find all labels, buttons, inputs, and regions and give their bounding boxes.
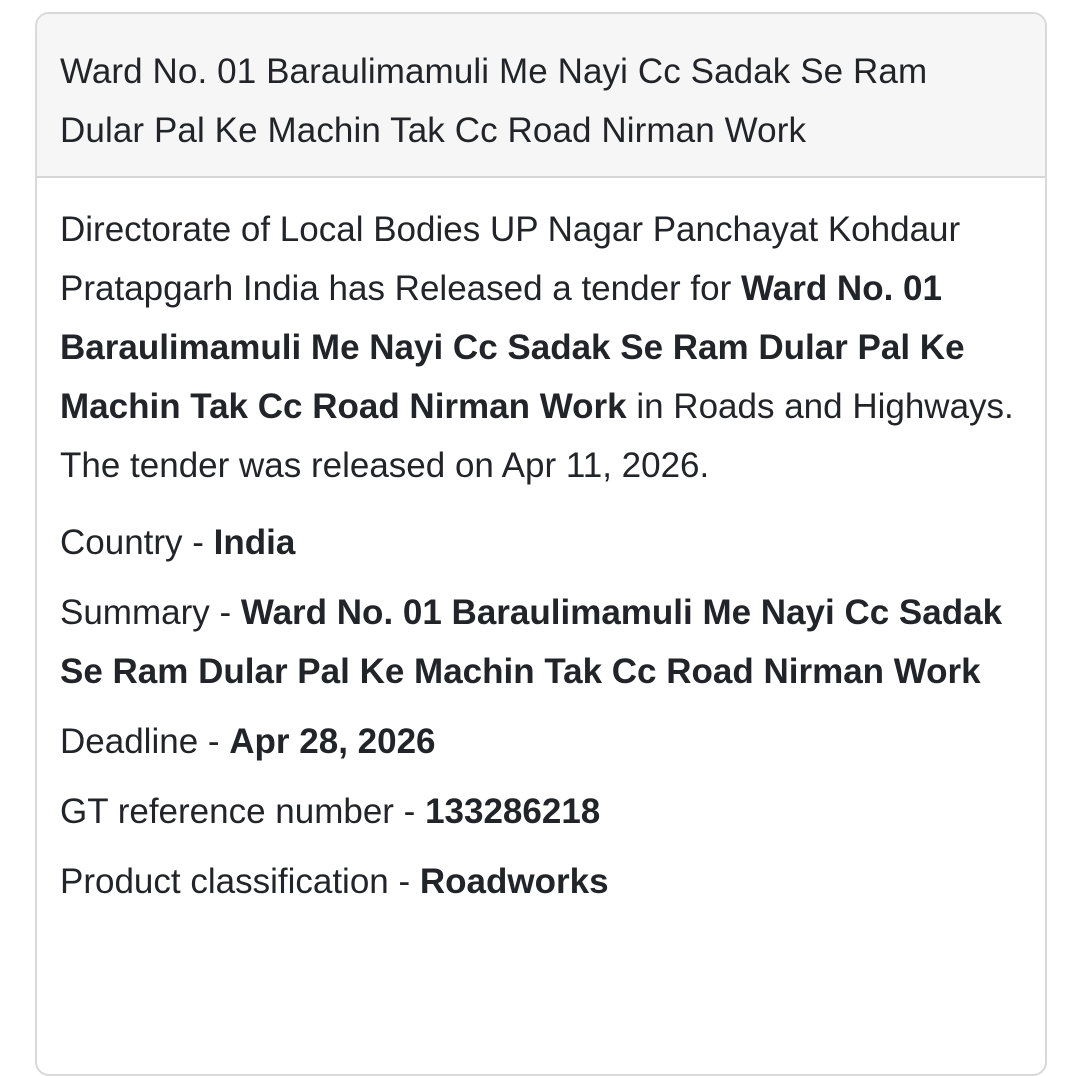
field-product-classification (60, 852, 1021, 911)
field-summary (60, 583, 1021, 701)
description-highlight: Ward No. 01 Baraulimamuli Me Nayi Cc Sadak Se Ram Dular Pal Ke Machin Tak Cc Road Nirman Work (60, 269, 965, 426)
tender-card (35, 12, 1047, 1076)
field-label: Product classification - (60, 862, 420, 901)
tender-description (60, 200, 1021, 495)
field-deadline (60, 712, 1021, 771)
field-label: Country - (60, 523, 214, 562)
field-value: 133286218 (425, 792, 601, 831)
field-label: Deadline - (60, 722, 230, 761)
description-prefix: Directorate of Local Bodies UP Nagar Panchayat Kohdaur Pratapgarh India has Released a tender for (60, 210, 961, 308)
field-label: Summary - (60, 593, 241, 632)
field-value: Apr 28, 2026 (229, 722, 436, 761)
field-label: GT reference number - (60, 792, 426, 831)
field-value: India (213, 523, 296, 562)
tender-card-body (37, 178, 1045, 911)
field-value: Ward No. 01 Baraulimamuli Me Nayi Cc Sadak Se Ram Dular Pal Ke Machin Tak Cc Road Nirman Work (60, 593, 1003, 691)
tender-card-header (37, 14, 1045, 178)
description-suffix: in Roads and Highways. The tender was released on Apr 11, 2026. (60, 387, 1014, 485)
field-gt-reference-number (60, 782, 1021, 841)
field-value: Roadworks (419, 862, 609, 901)
field-country (60, 513, 1021, 572)
tender-title: Ward No. 01 Baraulimamuli Me Nayi Cc Sadak Se Ram Dular Pal Ke Machin Tak Cc Road Nirman Work (60, 52, 928, 150)
